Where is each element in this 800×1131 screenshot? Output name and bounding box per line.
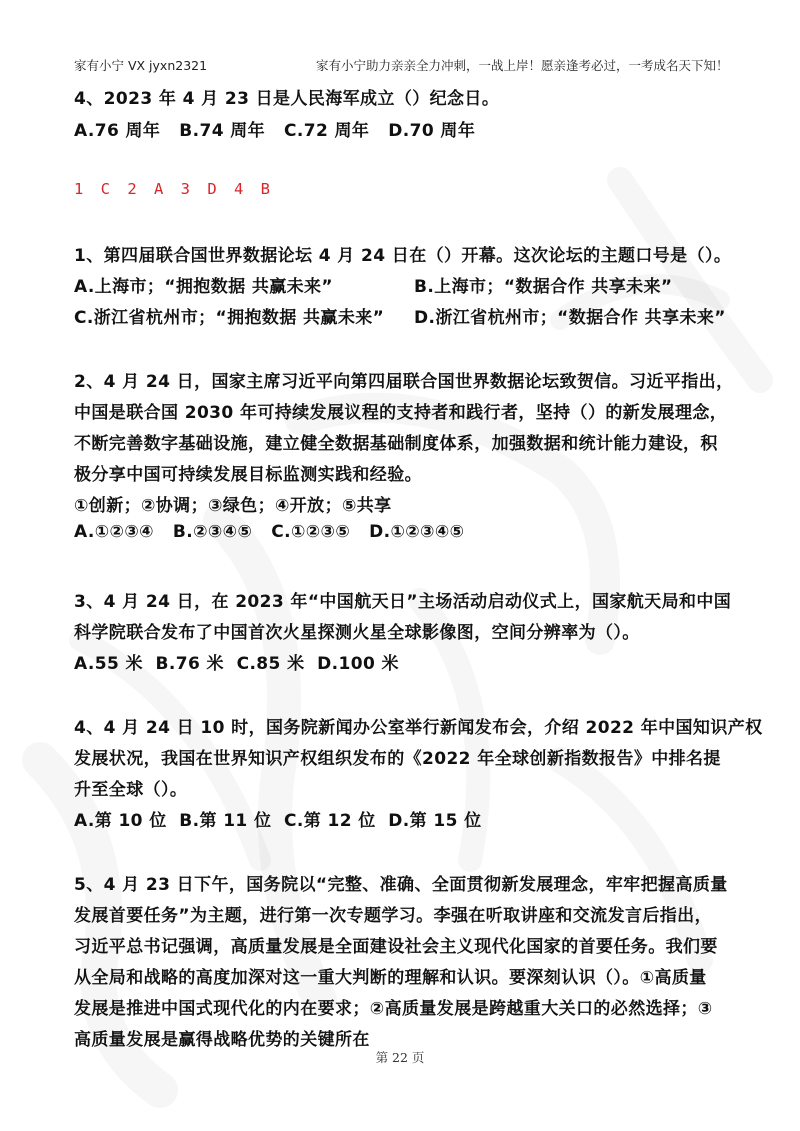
- q2-line: 不断完善数字基础设施，建立健全数据基础制度体系，加强数据和统计能力建设，积: [74, 434, 718, 454]
- prev-question-stem: 4、2023 年 4 月 23 日是人民海军成立（）纪念日。: [74, 89, 500, 109]
- prev-question-options: A.76 周年 B.74 周年 C.72 周年 D.70 周年: [74, 121, 476, 141]
- q4-line: 4、4 月 24 日 10 时，国务院新闻办公室举行新闻发布会，介绍 2022 年中国知识产权: [74, 718, 763, 738]
- q4-line: 发展状况，我国在世界知识产权组织发布的《2022 年全球创新指数报告》中排名提: [74, 749, 721, 769]
- q4-options: A.第 10 位 B.第 11 位 C.第 12 位 D.第 15 位: [74, 811, 482, 831]
- q1-option-d: D.浙江省杭州市；“数据合作 共享未来”: [414, 308, 726, 328]
- q3-options: A.55 米 B.76 米 C.85 米 D.100 米: [74, 654, 399, 674]
- q3-line: 科学院联合发布了中国首次火星探测火星全球影像图，空间分辨率为（）。: [74, 623, 640, 643]
- q1-option-c: C.浙江省杭州市；“拥抱数据 共赢未来”: [74, 308, 385, 328]
- q5-line: 5、4 月 23 日下午，国务院以“完整、准确、全面贯彻新发展理念，牢牢把握高质量: [74, 875, 728, 895]
- q2-choices: ①创新；②协调；③绿色；④开放；⑤共享: [74, 496, 392, 516]
- q1-line: 1、第四届联合国世界数据论坛 4 月 24 日在（）开幕。这次论坛的主题口号是（）。: [74, 246, 732, 266]
- q1-option-b: B.上海市；“数据合作 共享未来”: [414, 277, 673, 297]
- q5-line: 从全局和战略的高度加深对这一重大判断的理解和认识。要深刻认识（）。①高质量: [74, 968, 707, 988]
- q5-line: 发展是推进中国式现代化的内在要求；②高质量发展是跨越重大关口的必然选择；③: [74, 999, 713, 1019]
- q3-line: 3、4 月 24 日，在 2023 年“中国航天日”主场活动启动仪式上，国家航天局和中国: [74, 592, 732, 612]
- q2-options: A.①②③④ B.②③④⑤ C.①②③⑤ D.①②③④⑤: [74, 522, 465, 542]
- q5-line: 习近平总书记强调，高质量发展是全面建设社会主义现代化国家的首要任务。我们要: [74, 937, 718, 957]
- header-right-slogan: 家有小宁助力亲亲全力冲刺，一战上岸！愿亲逢考必过，一考成名天下知！: [316, 58, 729, 73]
- q5-line: 发展首要任务”为主题，进行第一次专题学习。李强在听取讲座和交流发言后指出，: [74, 906, 712, 926]
- q1-option-a: A.上海市；“拥抱数据 共赢未来”: [74, 277, 333, 297]
- page-number: 第 22 页: [375, 1050, 425, 1065]
- q2-line: 2、4 月 24 日，国家主席习近平向第四届联合国世界数据论坛致贺信。习近平指出，: [74, 372, 734, 392]
- q5-line: 高质量发展是赢得战略优势的关键所在: [74, 1030, 370, 1050]
- q2-line: 极分享中国可持续发展目标监测实践和经验。: [74, 465, 422, 485]
- answer-key: 1 C 2 A 3 D 4 B: [74, 180, 274, 198]
- header-left-text: 家有小宁 VX jyxn2321: [74, 58, 208, 73]
- q2-line: 中国是联合国 2030 年可持续发展议程的支持者和践行者，坚持（）的新发展理念，: [74, 403, 728, 423]
- q4-line: 升至全球（）。: [74, 780, 188, 800]
